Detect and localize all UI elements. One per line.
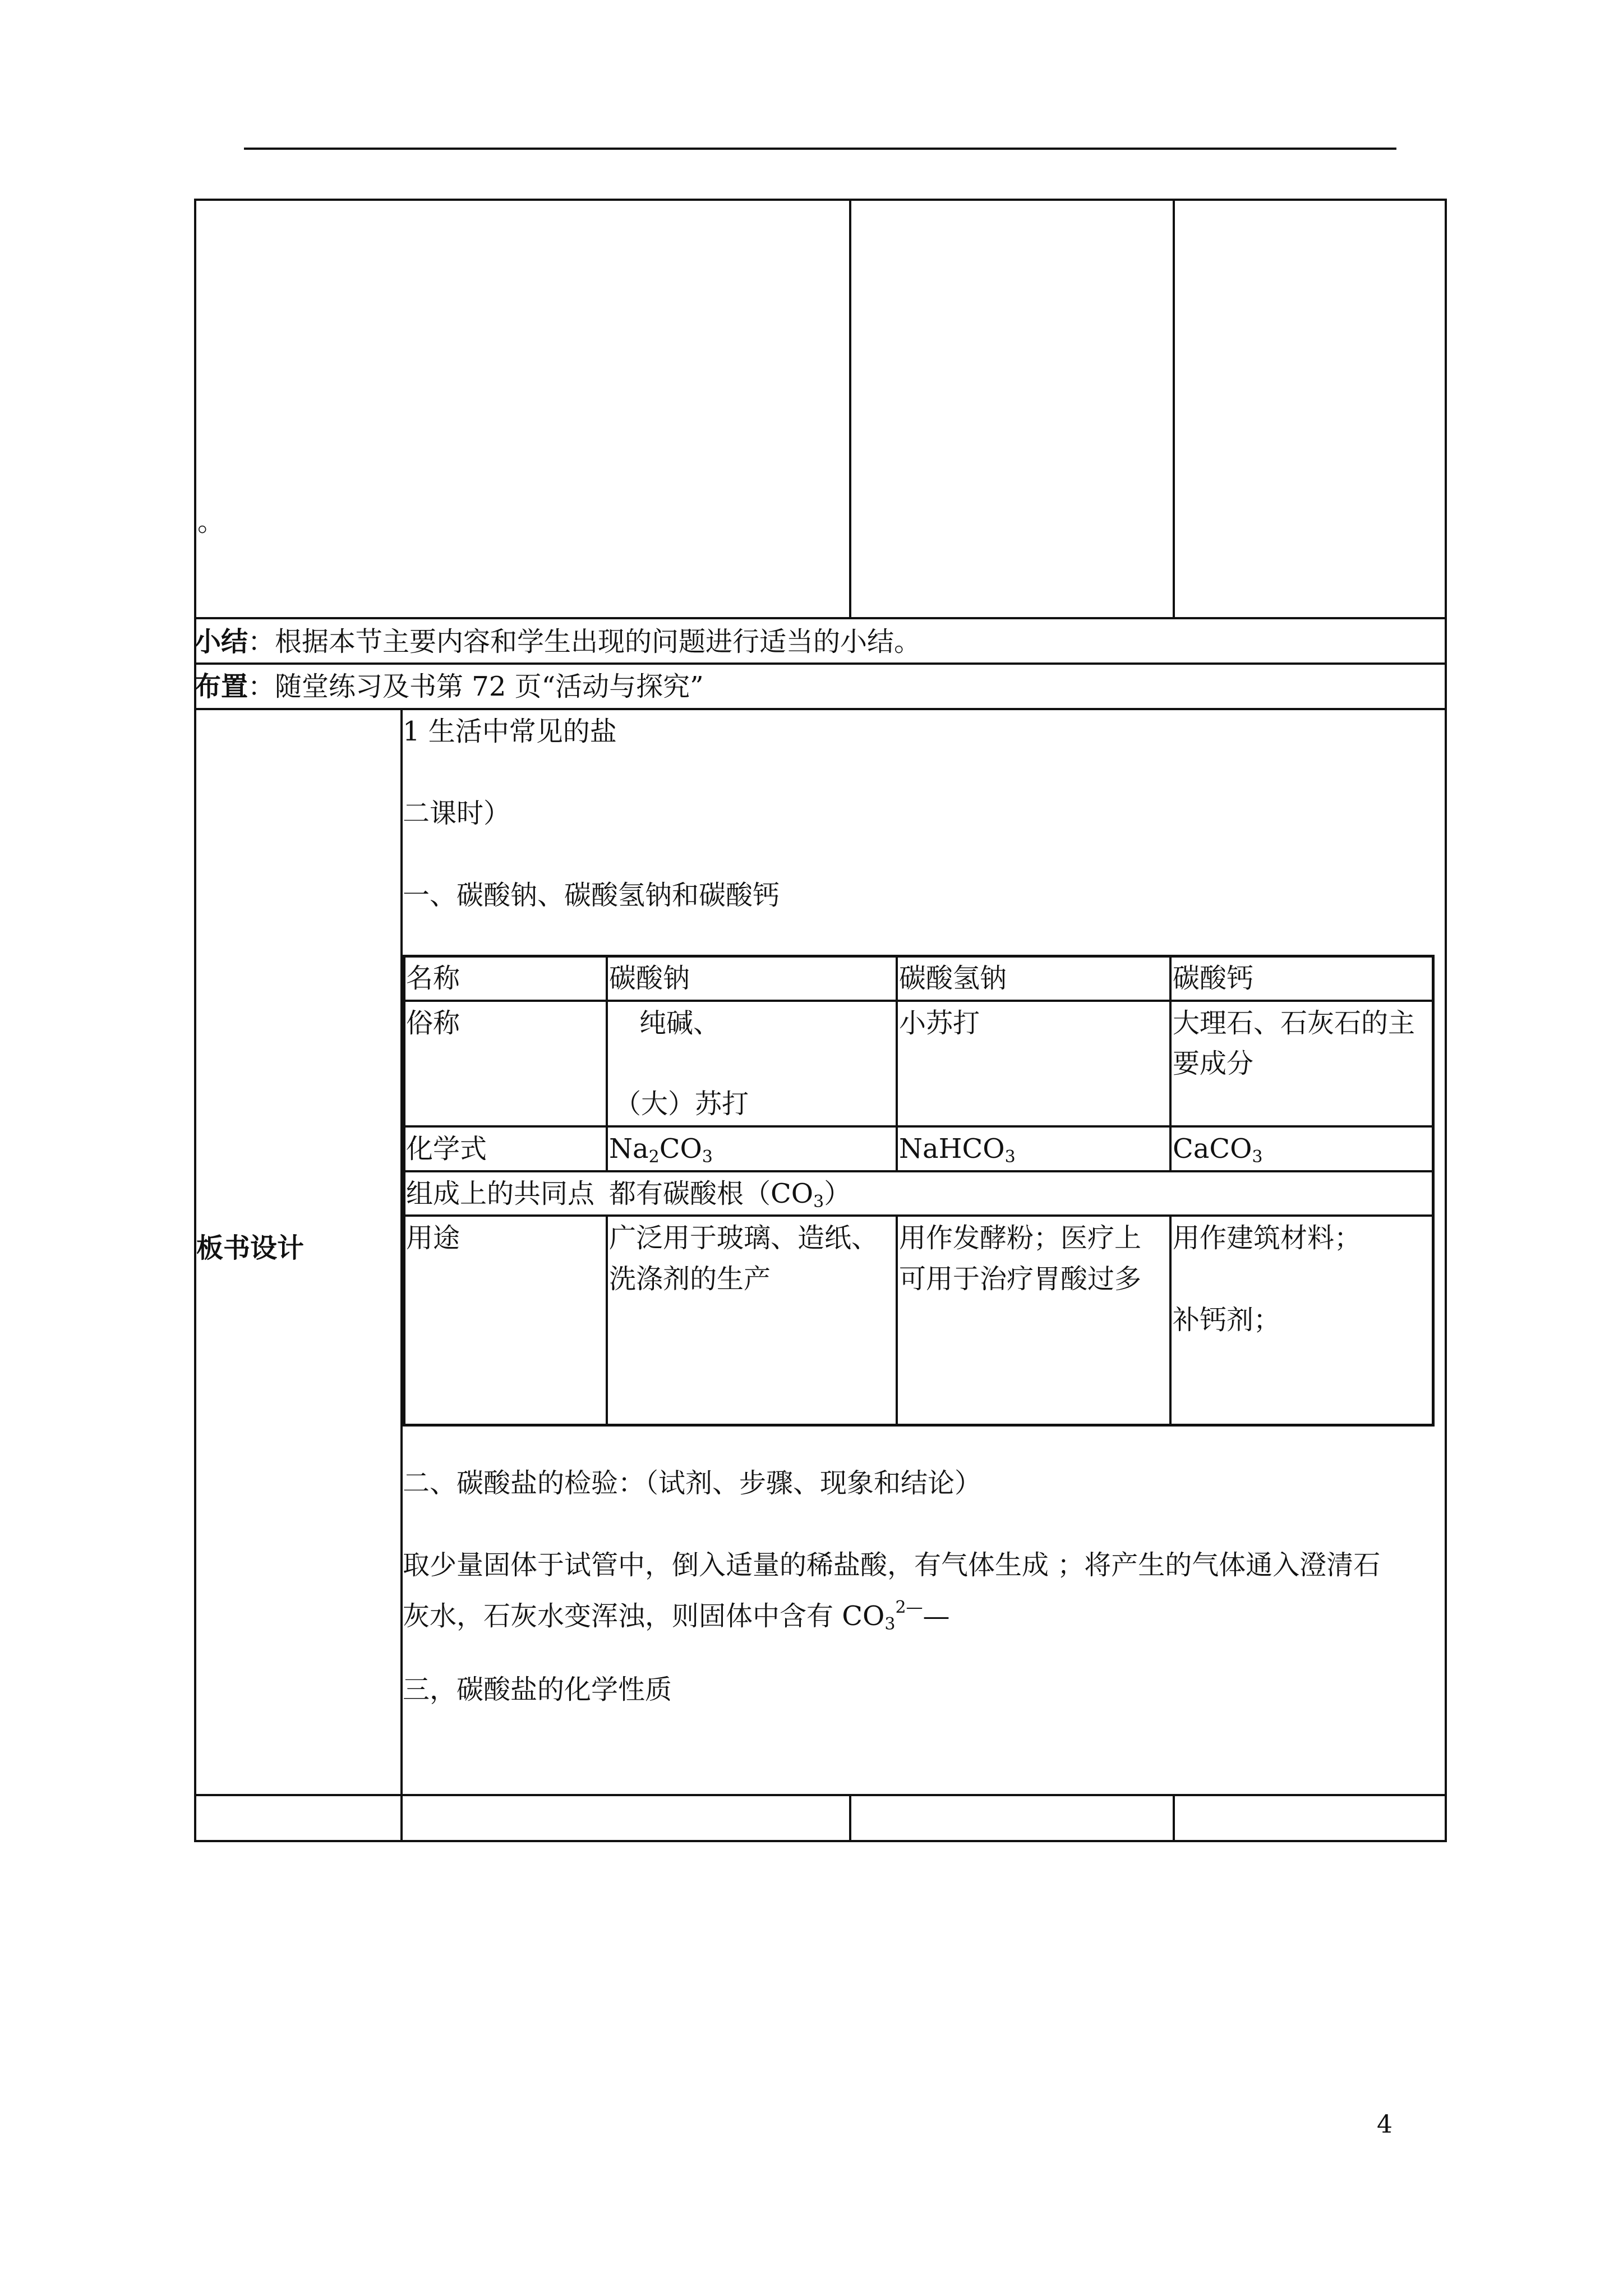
top-row-note: 。 — [197, 506, 225, 537]
header-rule — [244, 148, 1396, 150]
nahco3-sub: 3 — [1004, 1147, 1016, 1167]
summary-text: ：根据本节主要内容和学生出现的问题进行适当的小结。 — [248, 626, 921, 657]
row-use-na2co3-2: 洗涤剂的生产 — [609, 1263, 771, 1295]
table-left-border — [194, 199, 196, 1842]
summary-top-border — [194, 617, 1447, 619]
row-formula-caco3 — [1173, 1132, 1263, 1174]
row-common-name-nahco3: 小苏打 — [899, 1007, 980, 1039]
row-common-name-na2co3-1: 纯碱、 — [639, 1007, 721, 1039]
row-formula-na2co3 — [609, 1132, 713, 1174]
row-use-nahco3-1: 用作发酵粉；医疗上 — [899, 1222, 1142, 1254]
inner-table-bottom — [403, 1424, 1435, 1427]
board-section1: 一、碳酸钠、碳酸氢钠和碳酸钙 — [403, 880, 780, 911]
test-line2-a: 灰水，石灰水变浑浊，则固体中含有 CO — [403, 1600, 885, 1632]
row-common-label: 组成上的共同点 — [406, 1178, 595, 1209]
table-header-caco3: 碳酸钙 — [1173, 963, 1254, 994]
test-line2-sup: 2— — [895, 1598, 923, 1617]
board-label: 板书设计 — [196, 1232, 305, 1264]
board-period: 二课时） — [403, 798, 511, 829]
assignment-top-border — [194, 662, 1447, 665]
na2co3-sub2: 3 — [702, 1147, 713, 1167]
inner-table-row2-top — [403, 1000, 1435, 1002]
common-text-sub: 3 — [813, 1192, 824, 1212]
table-top-border — [194, 199, 1447, 201]
na2co3-part-a: Na — [609, 1133, 649, 1165]
inner-col-divider-1b — [606, 1214, 608, 1427]
board-title: 1 生活中常见的盐 — [403, 716, 617, 747]
inner-col-divider-2b — [896, 1214, 898, 1427]
row-use-nahco3-2: 可用于治疗胃酸过多 — [899, 1263, 1142, 1295]
inner-col-divider-3 — [1169, 955, 1172, 1170]
na2co3-part-b: CO — [659, 1133, 702, 1165]
inner-col-divider-1 — [606, 955, 608, 1170]
row-formula-label: 化学式 — [406, 1133, 487, 1165]
row-use-caco3-1: 用作建筑材料； — [1173, 1222, 1362, 1254]
assignment-label: 布置 — [194, 671, 248, 702]
table-header-name: 名称 — [406, 963, 460, 994]
board-test-line1: 取少量固体于试管中，倒入适量的稀盐酸，有气体生成 ；将产生的气体通入澄清石 — [403, 1549, 1381, 1581]
row-common-name-na2co3-2: （大）苏打 — [614, 1088, 749, 1120]
row-common-name-caco3-1: 大理石、石灰石的主 — [1173, 1007, 1415, 1039]
page-number: 4 — [1377, 2110, 1393, 2139]
row-common-text — [609, 1177, 851, 1219]
inner-table-row5-top — [403, 1214, 1435, 1217]
inner-col-divider-2 — [896, 955, 898, 1170]
caco3-sub: 3 — [1252, 1147, 1263, 1167]
nahco3-part-a: NaHCO — [899, 1133, 1005, 1165]
row-formula-nahco3 — [899, 1132, 1016, 1174]
common-text-a: 都有碳酸根（CO — [609, 1178, 814, 1209]
bottom-row-top-border — [194, 1794, 1447, 1796]
top-row-divider-2 — [1173, 199, 1175, 618]
row-use-caco3-2: 补钙剂； — [1173, 1304, 1281, 1336]
summary-row — [194, 625, 921, 659]
caco3-part-a: CaCO — [1173, 1133, 1252, 1165]
common-text-b: ） — [824, 1178, 851, 1209]
board-top-border — [194, 708, 1447, 710]
table-bottom-border — [194, 1840, 1447, 1842]
table-header-na2co3: 碳酸钠 — [609, 963, 690, 994]
table-right-border — [1445, 199, 1447, 1842]
top-row-divider-1 — [849, 199, 851, 618]
board-section3: 三，碳酸盐的化学性质 — [403, 1674, 672, 1705]
test-line2-sub: 3 — [884, 1614, 896, 1634]
row-use-label: 用途 — [406, 1222, 460, 1254]
na2co3-sub1: 2 — [648, 1147, 660, 1167]
row-common-name-label: 俗称 — [406, 1007, 460, 1039]
table-header-nahco3: 碳酸氢钠 — [899, 963, 1007, 994]
row-use-na2co3-1: 广泛用于玻璃、造纸、 — [609, 1222, 879, 1254]
inner-table-right — [1432, 955, 1435, 1427]
board-section2: 二、碳酸盐的检验：（试剂、步骤、现象和结论） — [403, 1467, 982, 1499]
row-common-name-caco3-2: 要成分 — [1173, 1048, 1254, 1079]
inner-table-row3-top — [403, 1125, 1435, 1128]
inner-table-left — [403, 955, 405, 1427]
assignment-text: ：随堂练习及书第 72 页“活动与探究” — [248, 671, 704, 702]
bottom-row-divider-1 — [849, 1794, 851, 1842]
assignment-row — [194, 670, 704, 703]
bottom-row-divider-2 — [1173, 1794, 1175, 1842]
inner-table-top — [403, 955, 1435, 958]
inner-col-divider-3b — [1169, 1214, 1172, 1427]
summary-label: 小结 — [194, 626, 248, 657]
board-test-line2 — [403, 1591, 950, 1641]
test-line2-b: — — [923, 1600, 950, 1632]
